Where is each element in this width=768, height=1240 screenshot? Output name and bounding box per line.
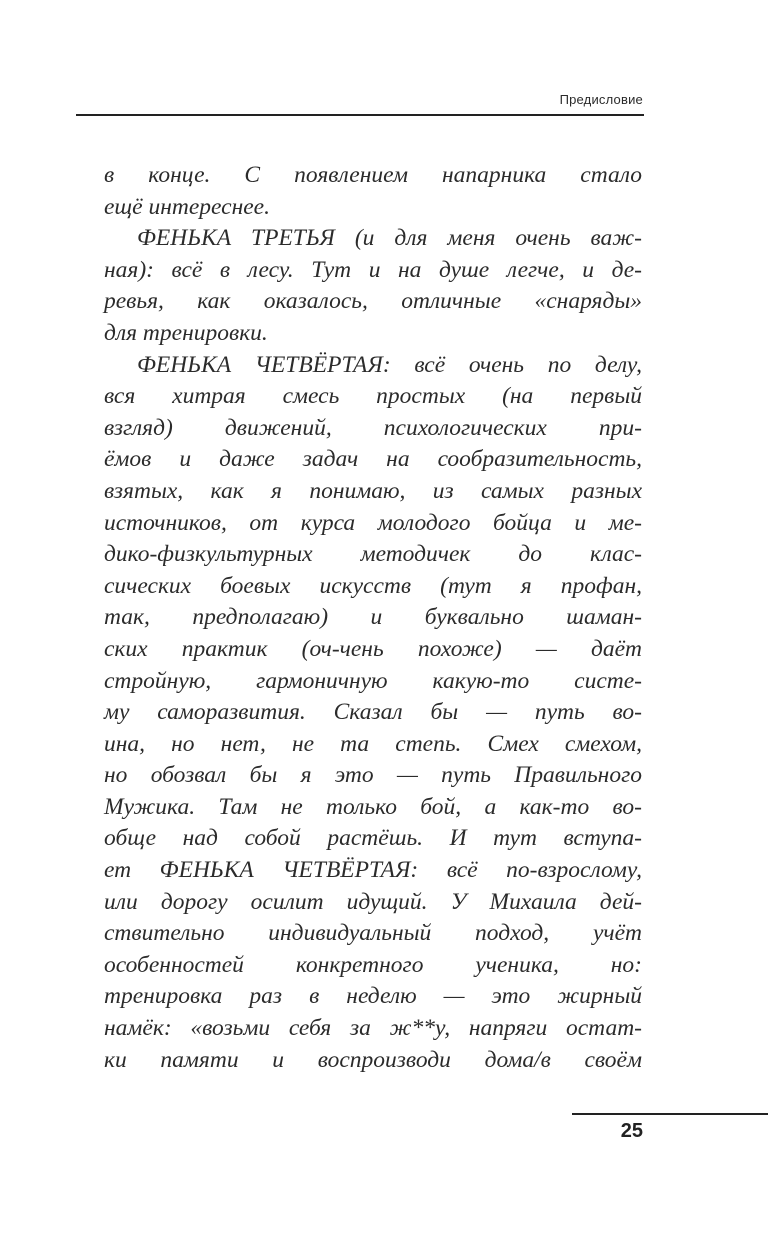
text-line: вся хитрая смесь простых (на первый: [104, 383, 642, 410]
text-line: Мужика. Там не только бой, а как-то во-: [104, 793, 642, 820]
body-text: [104, 160, 642, 1076]
text-line: му саморазвития. Сказал бы — путь во-: [104, 699, 642, 726]
text-line: ФЕНЬКА ТРЕТЬЯ (и для меня очень важ-: [137, 225, 642, 252]
text-line: сических боевых искусств (тут я профан,: [104, 572, 642, 599]
text-line: в конце. С появлением напарника стало: [104, 162, 642, 188]
text-line: ФЕНЬКА ЧЕТВЁРТАЯ: всё очень по делу,: [137, 351, 642, 378]
text-line: источников, от курса молодого бойца и ме-: [104, 509, 642, 536]
text-line: ина, но нет, не та степь. Смех смехом,: [104, 730, 642, 757]
text-line: взгляд) движений, психологических при-: [104, 414, 642, 441]
text-line: ёмов и даже задач на сообразительность,: [104, 446, 642, 473]
text-line: ет ФЕНЬКА ЧЕТВЁРТАЯ: всё по-взрослому,: [104, 857, 642, 884]
text-line: стройную, гармоничную какую-то систе-: [104, 667, 642, 694]
text-line: ствительно индивидуальный подход, учёт: [104, 920, 642, 947]
text-line: особенностей конкретного ученика, но:: [104, 951, 642, 978]
text-line: ная): всё в лесу. Тут и на душе легче, и де-: [104, 256, 642, 283]
text-line: так, предполагаю) и буквально шаман-: [104, 604, 642, 631]
page-number: 25: [620, 1120, 643, 1142]
text-line: для тренировки.: [104, 319, 268, 346]
text-line: или дорогу осилит идущий. У Михаила дей-: [104, 888, 642, 915]
text-line: дико-физкультурных методичек до клас-: [104, 541, 642, 568]
text-line: ревья, как оказалось, отличные «снаряды»: [104, 288, 642, 315]
text-line: намёк: «возьми себя за ж**у, напряги остат-: [104, 1015, 642, 1042]
text-line: но обозвал бы я это — путь Правильного: [104, 762, 642, 789]
text-line: взятых, как я понимаю, из самых разных: [104, 477, 642, 504]
text-line: ещё интереснее.: [104, 193, 270, 220]
running-header-title: Предисловие: [559, 92, 643, 107]
header-rule: [76, 114, 644, 116]
text-line: ки памяти и воспроизводи дома/в своём: [104, 1046, 642, 1073]
footer-rule: [572, 1113, 768, 1115]
text-line: ских практик (оч-чень похоже) — даёт: [104, 635, 642, 662]
text-line: тренировка раз в неделю — это жирный: [104, 983, 642, 1010]
text-line: обще над собой растёшь. И тут вступа-: [104, 825, 642, 852]
